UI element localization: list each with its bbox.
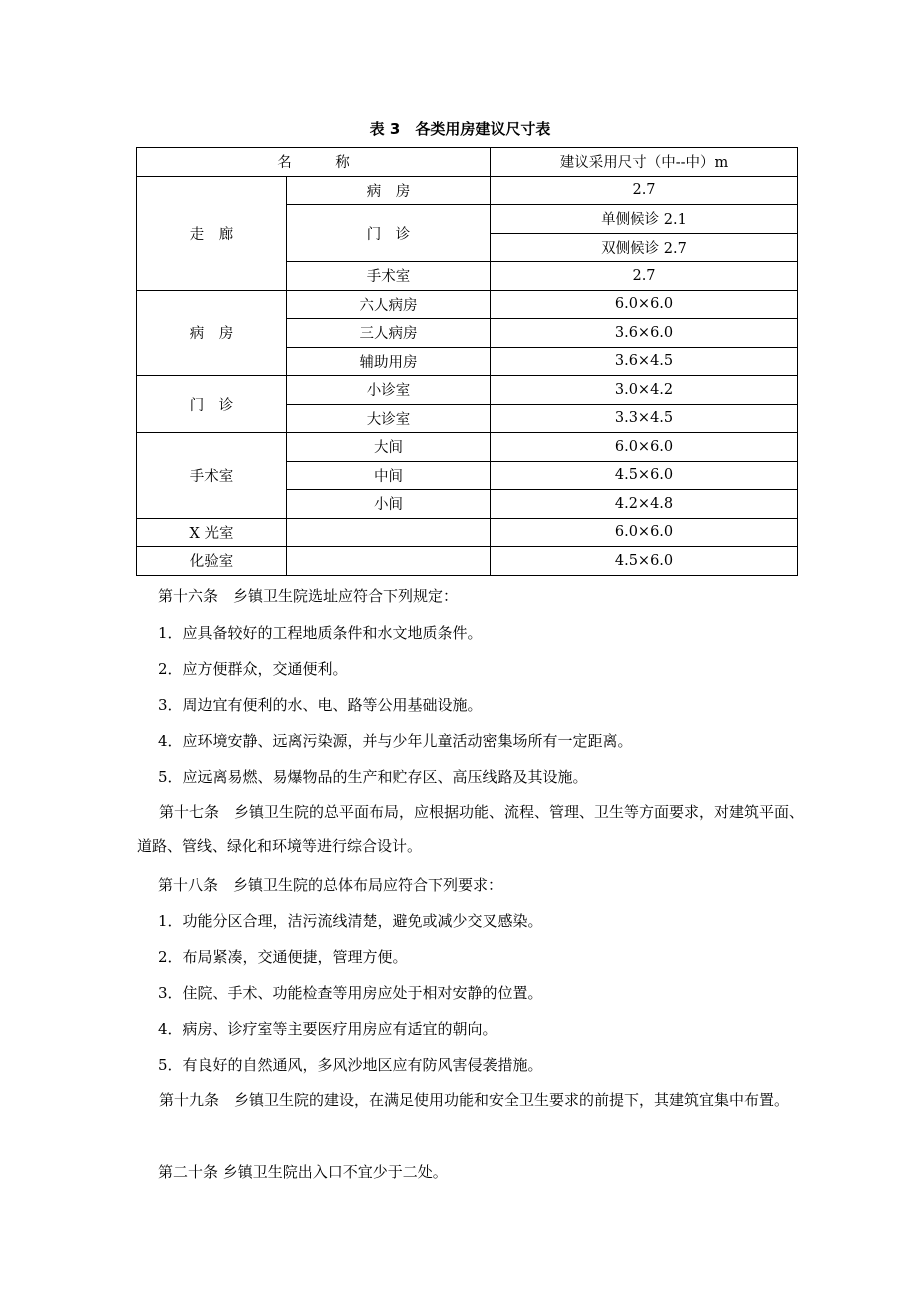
cell-value: 2.7	[491, 262, 798, 291]
article-18-item: 2．布局紧凑，交通便捷，管理方便。	[158, 948, 408, 966]
cell-value: 4.5×6.0	[491, 461, 798, 490]
header-name: 名 称	[137, 148, 491, 177]
article-16-item: 3．周边宜有便利的水、电、路等公用基础设施。	[158, 696, 483, 714]
cell-value: 双侧候诊 2.7	[491, 233, 798, 262]
article-16-item: 5．应远离易燃、易爆物品的生产和贮存区、高压线路及其设施。	[158, 768, 588, 786]
cell-value: 4.5×6.0	[491, 547, 798, 576]
table-row	[137, 176, 798, 205]
cell-value: 单侧候诊 2.1	[491, 205, 798, 234]
cell-name: 手术室	[287, 262, 491, 291]
cell-name: 大间	[287, 433, 491, 462]
cell-name: 病 房	[287, 176, 491, 205]
cell-name: 小诊室	[287, 376, 491, 405]
cell-name: 小间	[287, 490, 491, 519]
room-size-table	[136, 147, 798, 576]
cell-name: 大诊室	[287, 404, 491, 433]
table-row	[137, 376, 798, 405]
article-16-item: 1．应具备较好的工程地质条件和水文地质条件。	[158, 624, 483, 642]
group-corridor: 走 廊	[137, 176, 287, 290]
article-20: 第二十条 乡镇卫生院出入口不宜少于二处。	[158, 1163, 448, 1181]
group-xray: X 光室	[137, 518, 287, 547]
article-16-item: 4．应环境安静、远离污染源，并与少年儿童活动密集场所有一定距离。	[158, 732, 633, 750]
article-18-title: 第十八条 乡镇卫生院的总体布局应符合下列要求：	[158, 876, 504, 894]
article-19: 第十九条 乡镇卫生院的建设，在满足使用功能和安全卫生要求的前提下，其建筑宜集中布置。	[159, 1091, 790, 1109]
article-18-item: 5．有良好的自然通风，多风沙地区应有防风害侵袭措施。	[158, 1056, 543, 1074]
cell-name-empty	[287, 518, 491, 547]
table-header-row	[137, 148, 798, 177]
table-row	[137, 290, 798, 319]
article-17: 第十七条 乡镇卫生院的总平面布局，应根据功能、流程、管理、卫生等方面要求，对建筑平面、道路、管线、绿化和环境等进行综合设计。	[137, 803, 805, 855]
group-lab: 化验室	[137, 547, 287, 576]
table-row	[137, 518, 798, 547]
cell-name-empty	[287, 547, 491, 576]
table-caption: 表 3 各类用房建议尺寸表	[369, 120, 551, 138]
header-size: 建议采用尺寸（中--中）m	[491, 148, 798, 177]
cell-value: 3.6×6.0	[491, 319, 798, 348]
article-16-item: 2．应方便群众，交通便利。	[158, 660, 348, 678]
cell-value: 3.3×4.5	[491, 404, 798, 433]
cell-value: 6.0×6.0	[491, 433, 798, 462]
cell-value: 6.0×6.0	[491, 518, 798, 547]
article-18-item: 4．病房、诊疗室等主要医疗用房应有适宜的朝向。	[158, 1020, 498, 1038]
cell-name: 门 诊	[287, 205, 491, 262]
cell-value: 6.0×6.0	[491, 290, 798, 319]
article-18-item: 1．功能分区合理，洁污流线清楚，避免或减少交叉感染。	[158, 912, 543, 930]
group-surgery: 手术室	[137, 433, 287, 519]
article-18-item: 3．住院、手术、功能检查等用房应处于相对安静的位置。	[158, 984, 543, 1002]
cell-value: 3.6×4.5	[491, 347, 798, 376]
cell-name: 六人病房	[287, 290, 491, 319]
cell-value: 2.7	[491, 176, 798, 205]
cell-name: 辅助用房	[287, 347, 491, 376]
cell-name: 中间	[287, 461, 491, 490]
table-row	[137, 433, 798, 462]
cell-name: 三人病房	[287, 319, 491, 348]
article-16-title: 第十六条 乡镇卫生院选址应符合下列规定：	[158, 587, 459, 605]
cell-value: 3.0×4.2	[491, 376, 798, 405]
group-ward: 病 房	[137, 290, 287, 376]
cell-value: 4.2×4.8	[491, 490, 798, 519]
group-clinic: 门 诊	[137, 376, 287, 433]
table-row	[137, 547, 798, 576]
